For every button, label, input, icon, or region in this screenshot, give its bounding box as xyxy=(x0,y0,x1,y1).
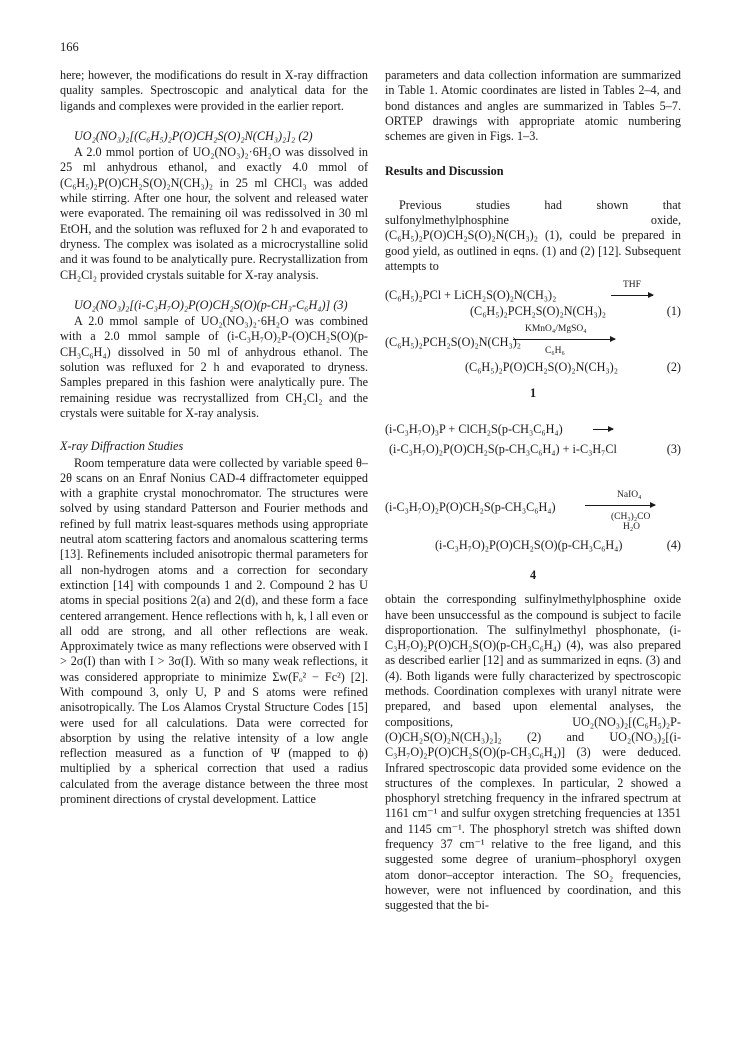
eq2-lhs: (C₆H₅)₂PCH₂S(O)₂N(CH₃)₂ xyxy=(385,335,522,350)
eq2-number: (2) xyxy=(666,360,681,375)
compound-2-heading: UO₂(NO₃)₂[(C₆H₅)₂P(O)CH₂S(O)₂N(CH₃)₂]₂ (2) xyxy=(74,128,313,143)
eq1-reagent: THF xyxy=(623,280,641,291)
eq4-number: (4) xyxy=(666,538,681,553)
eq1-number: (1) xyxy=(666,304,681,319)
equation-3 xyxy=(385,422,681,464)
xray-heading: X-ray Diffraction Studies xyxy=(60,439,184,454)
left-column xyxy=(60,68,368,807)
eq3-number: (3) xyxy=(666,442,681,457)
compound-label-1: 1 xyxy=(529,386,537,401)
results-paragraph-1: Previous studies had shown that sulfonylmethylphosphine oxide, (C₆H₅)₂P(O)CH₂S(O)₂N(CH₃)₂ (1), could be prepared in good yield, as outlined in eqns. (1) and (2) [12]. Subsequent attempts to xyxy=(385,197,681,273)
eq2-arrow xyxy=(513,339,615,340)
eq2-reagent-top: KMnO₄/MgSO₄ xyxy=(525,324,587,335)
equation-1 xyxy=(385,278,681,318)
eq3-arrow xyxy=(593,429,613,430)
eq4-reagent-bottom-2: H₂O xyxy=(623,522,641,533)
compound-3-procedure: A 2.0 mmol sample of UO₂(NO₃)₂·6H₂O was combined with a 2.0 mmol sample of (i-C₃H₇O)₂P-(O)CH₂S(O)(p-CH₃C₆H₄) dissolved in 50 ml of anhydrous ethanol. The solution was refluxed for 2 h and evaporated to dryness. Samples prepared in this fashion were analytically pure. The remaining residue was recrystallized from CH₂Cl₂ and the crystals were suitable for X-ray analysis. xyxy=(60,314,368,420)
equation-2 xyxy=(385,322,681,382)
eq4-lhs: (i-C₃H₇O)₂P(O)CH₂S(p-CH₃C₆H₄) xyxy=(385,500,556,515)
left-paragraph-1: here; however, the modifications do result in X-ray diffraction quality samples. Spectroscopic and analytical data for the ligands and complexes were provided in the earlier report. xyxy=(60,68,368,113)
results-heading: Results and Discussion xyxy=(385,164,504,179)
eq1-arrow xyxy=(611,295,653,296)
results-paragraph-2: obtain the corresponding sulfinylmethylphosphine oxide have been unsuccessful as the compound is subject to facile disproportionation. The sulfinylmethyl phosphonate, (i-C₃H₇O)₂P(O)CH₂S(O)(p-CH₃C₆H₄) (4), was also prepared as described earlier [12] and as summarized in eqns. (3) and (4). Both ligands were fully characterized by spectroscopic methods. Coordination complexes with uranyl nitrate were prepared, and based upon elemental analyses, the compositions, UO₂(NO₃)₂[(C₆H₅)₂P-(O)CH₂S(O)₂N(CH₃)₂]₂ (2) and UO₂(NO₃)₂[(i-C₃H₇O)₂P(O)CH₂S(O)(p-CH₃C₆H₄)] (3) were deduced. Infrared spectroscopic data provided some evidence on the structures of the complexes. In particular, 2 showed a phosphoryl stretching frequency in the infrared spectrum at 1161 cm⁻¹ and sulfur oxygen stretching frequencies at 1351 and 1145 cm⁻¹. The phosphoryl stretch was shifted down frequency 37 cm⁻¹ relative to the free ligand, and this suggested some degree of uranium–phosphoryl oxygen atom donor–acceptor interaction. The SO₂ frequencies, however, were not influenced by coordination, and this suggested that the bi- xyxy=(385,592,681,913)
eq4-reagent-top: NaIO₄ xyxy=(617,490,642,501)
equation-4 xyxy=(385,488,681,564)
eq1-rhs: (C₆H₅)₂PCH₂S(O)₂N(CH₃)₂ xyxy=(470,304,607,319)
xray-paragraph: Room temperature data were collected by variable speed θ–2θ scans on an Enraf Nonius CAD-4 diffractometer equipped with a graphite crystal monochromator. The structures were solved by using standard Patterson and Fourier methods and refined by full matrix least-squares methods using appropriate neutral atom scattering factors and anomalous scattering terms [13]. Refinements included anisotropic thermal parameters for all non-hydrogen atoms and a correction for secondary extinction [14] with compounds 1 and 2. Compound 2 has U atoms in special positions 2(a) and 2(d), and these form a face centered arrangement. Hence reflections with h, k, l all even or all odd are strong, and all other reflections are weak. Approximately twice as many reflections were observed with I > 2σ(I) than with I > 3σ(I). With so many weak reflections, it was considered appropriate to minimize Σw(Fₒ² − Fc²) [2]. With compound 3, only U, P and S atoms were refined anisotropically. The Los Alamos Crystal Structure Codes [15] were used for all calculations. Data were corrected for absorption by using the relative intensity of a low angle reflection measured as a function of Ψ (mapped to ϕ) multiplied by a spherical correction that used a radius calculated from the average distance between the three most prominent directions of crystal development. Lattice xyxy=(60,455,368,807)
right-paragraph-1: parameters and data collection information are summarized in Table 1. Atomic coordinates are listed in Tables 2–4, and bond distances and angles are summarized in Tables 5–7. ORTEP drawings with appropriate atomic numbering schemes are given in Figs. 1–3. xyxy=(385,68,681,144)
eq4-rhs: (i-C₃H₇O)₂P(O)CH₂S(O)(p-CH₃C₆H₄) xyxy=(435,538,623,553)
eq4-arrow xyxy=(585,505,655,506)
eq2-rhs: (C₆H₅)₂P(O)CH₂S(O)₂N(CH₃)₂ xyxy=(465,360,618,375)
eq2-reagent-bottom: C₆H₆ xyxy=(545,346,565,357)
eq4-reagent-bottom-1: (CH₃)₂CO xyxy=(611,512,651,523)
eq3-lhs: (i-C₃H₇O)₃P + ClCH₂S(p-CH₃C₆H₄) xyxy=(385,422,563,437)
eq1-lhs: (C₆H₅)₂PCl + LiCH₂S(O)₂N(CH₃)₂ xyxy=(385,288,557,303)
eq3-rhs: (i-C₃H₇O)₂P(O)CH₂S(p-CH₃C₆H₄) + i-C₃H₇Cl xyxy=(389,442,617,457)
page-number: 166 xyxy=(60,40,79,54)
compound-2-procedure: A 2.0 mmol portion of UO₂(NO₃)₂·6H₂O was dissolved in 25 ml anhydrous ethanol, and exactly 4.0 mmol of (C₆H₅)₂P(O)CH₂S(O)₂N(CH₃)₂ in 25 ml CHCl₃ was added while stirring. After one hour, the solvent and released water were evaporated. The remaining oil was redissolved in 30 ml EtOH, and the solution was refluxed for 2 h and evaporated to dryness. The complex was isolated as a microcrystalline solid and it was found to be analytically pure. Recrystallization from CH₂Cl₂ provided crystals suitable for X-ray analysis. xyxy=(60,145,368,282)
right-column xyxy=(385,68,681,914)
compound-3-heading: UO₂(NO₃)₂[(i-C₃H₇O)₂P(O)CH₂S(O)(p-CH₃-C₆H₄)] (3) xyxy=(74,297,348,312)
compound-label-4: 4 xyxy=(529,568,537,583)
